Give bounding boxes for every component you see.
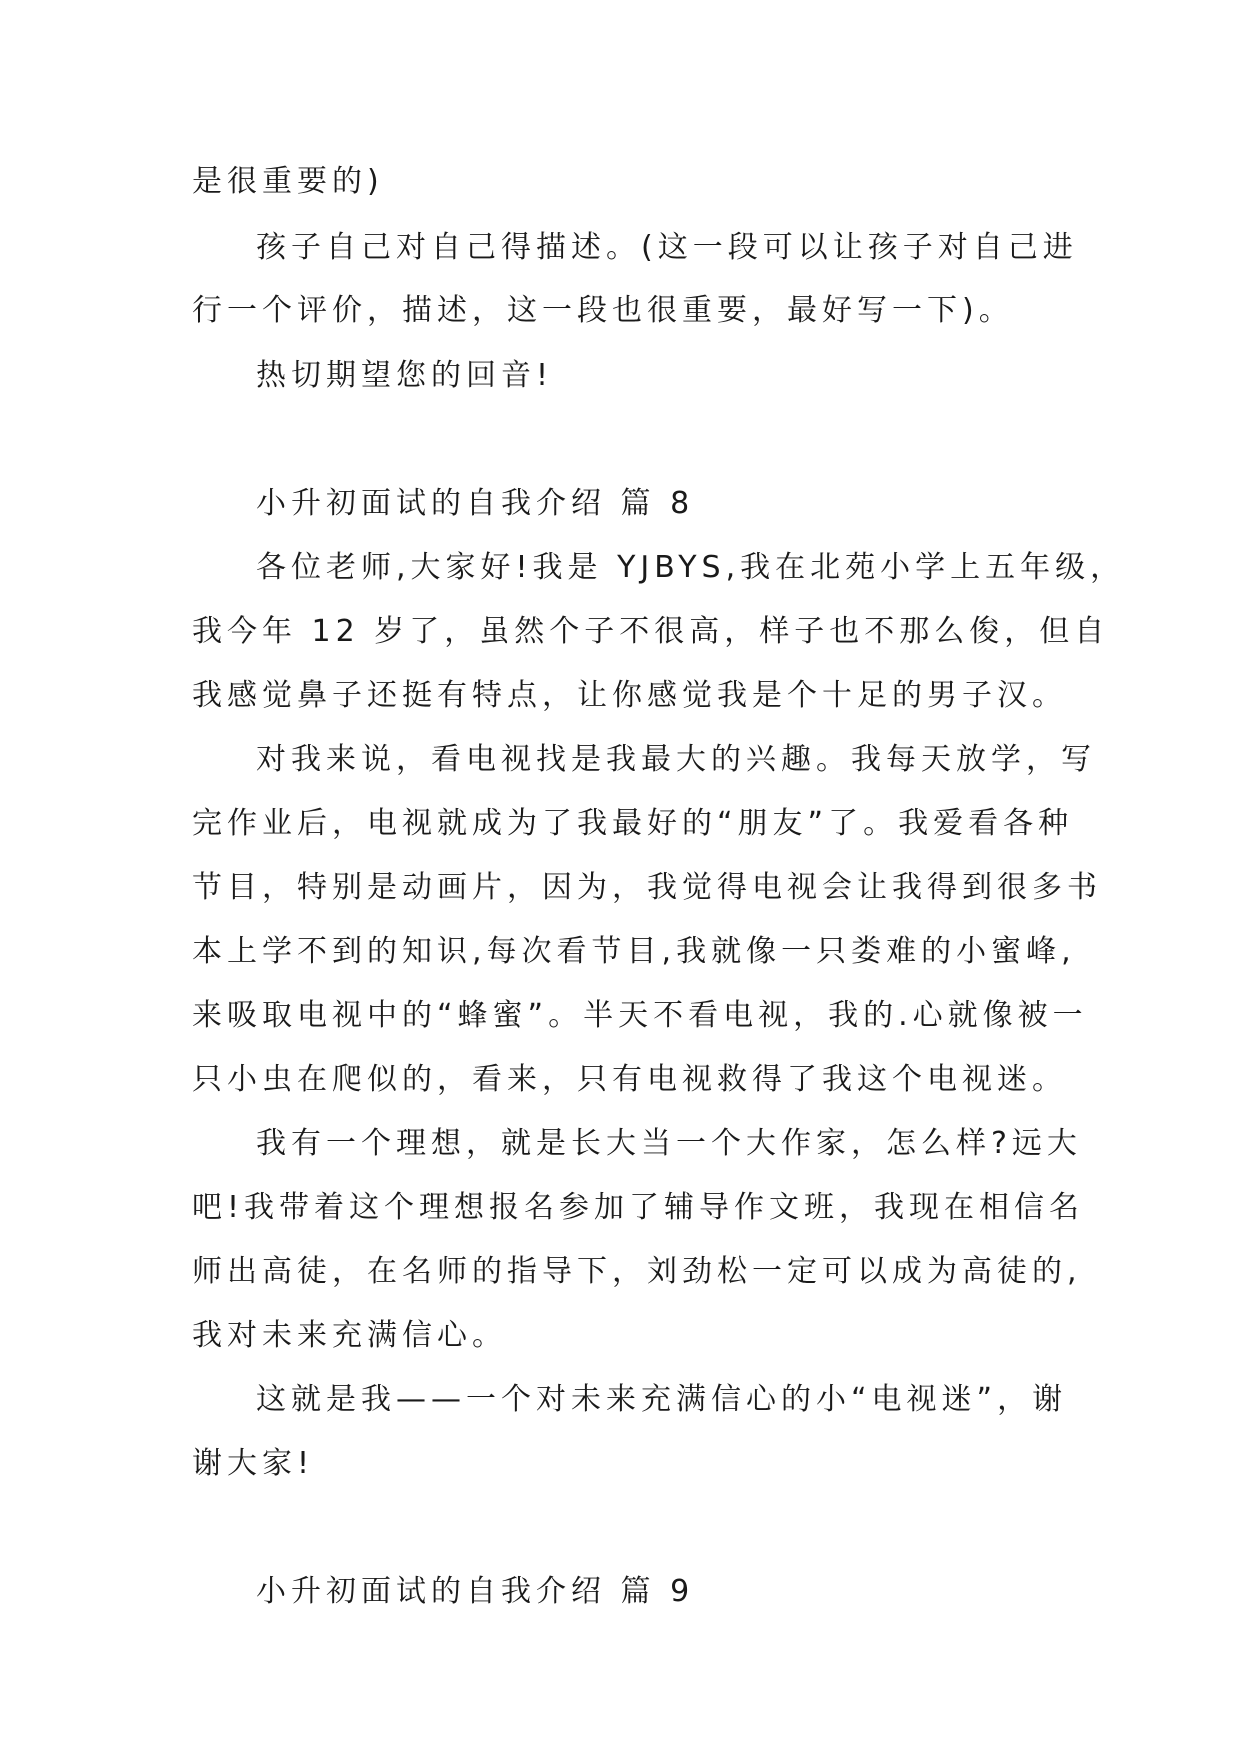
paragraph-line: 谢大家! xyxy=(192,1446,315,1481)
paragraph-line: 完作业后，电视就成为了我最好的“朋友”了。我爱看各种 xyxy=(192,806,1074,841)
paragraph-line: 这就是我——一个对未来充满信心的小“电视迷”，谢 xyxy=(256,1382,1068,1417)
paragraph-line: 各位老师,大家好!我是 YJBYS,我在北苑小学上五年级， xyxy=(256,550,1126,585)
paragraph-line: 热切期望您的回音! xyxy=(256,358,554,393)
paragraph-end-line: 是很重要的) xyxy=(192,164,384,199)
paragraph-line: 节目，特别是动画片，因为，我觉得电视会让我得到很多书 xyxy=(192,870,1102,905)
paragraph-line: 只小虫在爬似的，看来，只有电视救得了我这个电视迷。 xyxy=(192,1062,1067,1097)
paragraph-line: 孩子自己对自己得描述。(这一段可以让孩子对自己进 xyxy=(256,230,1078,265)
paragraph-line: 本上学不到的知识,每次看节目,我就像一只娄难的小蜜峰, xyxy=(192,934,1076,969)
paragraph-line: 吧!我带着这个理想报名参加了辅导作文班，我现在相信名 xyxy=(192,1190,1085,1225)
paragraph-line: 行一个评价，描述，这一段也很重要，最好写一下)。 xyxy=(192,293,1014,328)
paragraph-line: 我对未来充满信心。 xyxy=(192,1318,507,1353)
paragraph-line: 师出高徒，在名师的指导下，刘劲松一定可以成为高徒的, xyxy=(192,1254,1082,1289)
paragraph-line: 来吸取电视中的“蜂蜜”。半天不看电视，我的.心就像被一 xyxy=(192,998,1088,1033)
paragraph-line: 我今年 12 岁了，虽然个子不很高，样子也不那么俊，但自 xyxy=(192,614,1110,649)
paragraph-line: 对我来说，看电视找是我最大的兴趣。我每天放学，写 xyxy=(256,742,1096,777)
section-heading-8: 小升初面试的自我介绍 篇 8 xyxy=(256,486,695,521)
section-heading-9: 小升初面试的自我介绍 篇 9 xyxy=(256,1574,695,1609)
paragraph-line: 我感觉鼻子还挺有特点，让你感觉我是个十足的男子汉。 xyxy=(192,678,1067,713)
paragraph-line: 我有一个理想，就是长大当一个大作家，怎么样?远大 xyxy=(256,1126,1082,1161)
